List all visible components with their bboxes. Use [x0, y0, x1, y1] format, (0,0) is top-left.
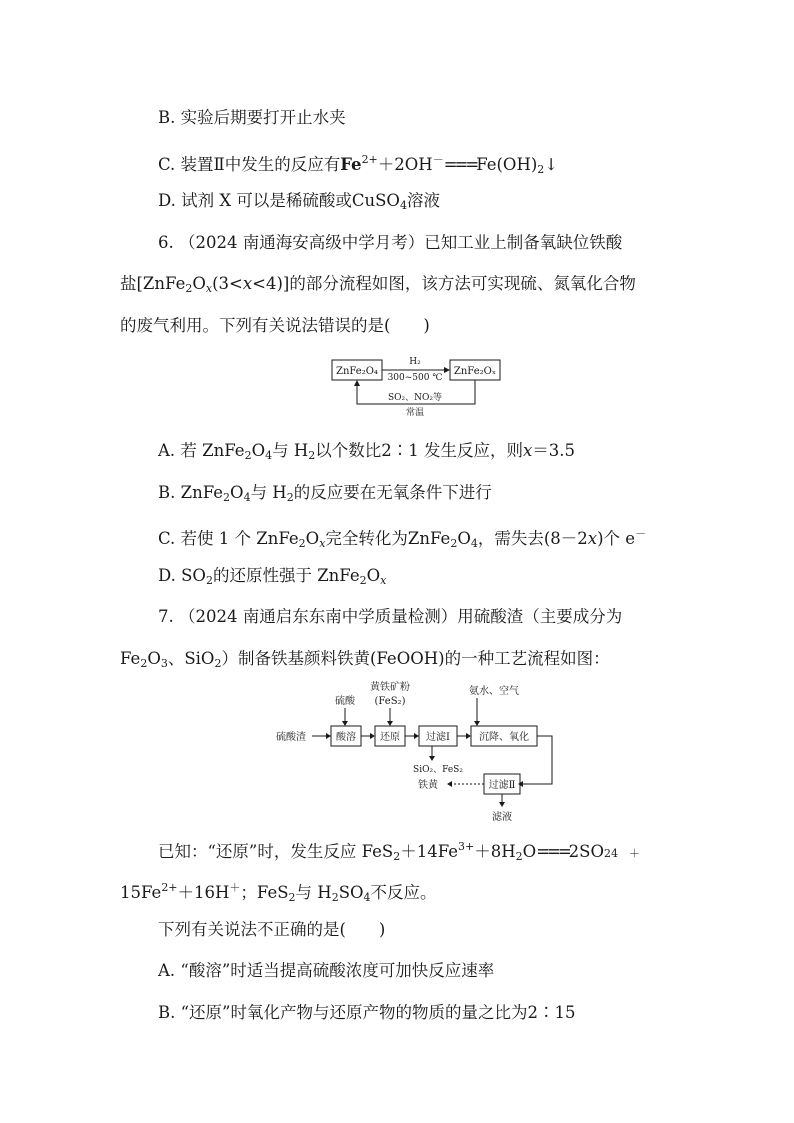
- subscript: 2: [450, 537, 458, 550]
- filtrate-label: 滤液: [492, 812, 512, 823]
- text: 以个数比2∶1 发生反应，则: [315, 441, 523, 460]
- arrow-head: [326, 733, 331, 739]
- text: ；FeS: [240, 883, 289, 902]
- subscript: 2: [205, 574, 213, 587]
- text: 与 H: [250, 483, 287, 502]
- box-filter2-label: 过滤Ⅱ: [488, 780, 516, 791]
- subscript: 4: [470, 537, 478, 550]
- subscript: 2: [288, 891, 296, 904]
- arrow-head: [429, 756, 435, 761]
- text: O: [366, 566, 381, 585]
- box-filter1-label: 过滤Ⅰ: [426, 732, 450, 743]
- text: 的还原性强于 ZnFe: [212, 566, 360, 585]
- q6-option-d: [158, 566, 386, 591]
- charge: －: [432, 153, 444, 166]
- text: ＋14Fe: [400, 842, 459, 861]
- option-d-prev: [158, 191, 440, 216]
- residue-label: SiO₂、FeS₂: [413, 765, 463, 775]
- option-c-prev: [158, 150, 558, 180]
- arrow-head: [447, 781, 452, 787]
- text: C. 若使 1 个 ZnFe: [158, 529, 299, 548]
- text: O: [522, 842, 537, 861]
- top-condition: 300~500 ℃: [387, 373, 443, 383]
- down-arrow: ↓: [544, 155, 559, 174]
- text: 15Fe: [120, 883, 162, 902]
- text: O: [457, 529, 471, 548]
- subscript: 2: [308, 449, 316, 462]
- acid-label: 硫酸: [335, 696, 355, 707]
- left-box-label: ZnFe₂O₄: [336, 366, 378, 377]
- text: 2SO: [568, 842, 605, 861]
- q6-flow-diagram: [330, 352, 510, 424]
- text: <4)]的部分流程如图，该方法可实现硫、氮氧化合物: [252, 274, 636, 293]
- subscript: 2: [359, 574, 367, 587]
- subscript: x: [380, 574, 387, 587]
- subscript: x: [205, 282, 213, 295]
- text: x: [587, 529, 598, 548]
- text: SO: [338, 883, 364, 902]
- right-box-label: ZnFe₂Oₓ: [453, 366, 497, 377]
- charge: 2+: [161, 881, 178, 894]
- q7-line2: [120, 649, 610, 674]
- arrow-head: [370, 733, 375, 739]
- q7-line1: 7. （2024 南通启东东南中学质量检测）用硫酸渣（主要成分为: [158, 607, 623, 626]
- text: x: [242, 274, 253, 293]
- text: B. ZnFe: [158, 483, 224, 502]
- text: C. 装置Ⅱ中发生的反应有: [158, 155, 341, 174]
- text: D. 试剂 X 可以是稀硫酸或CuSO: [158, 191, 400, 210]
- text: 的反应要在无氧条件下进行: [293, 483, 492, 502]
- charge: 2+: [361, 153, 378, 166]
- text: 盐[ZnFe: [120, 274, 186, 293]
- text: A. 若 ZnFe: [158, 441, 245, 460]
- box-acid-label: 酸溶: [336, 732, 356, 743]
- q7-known-line1: [158, 837, 640, 867]
- text: ＋16H: [177, 883, 230, 902]
- text: 溶液: [406, 191, 440, 210]
- subscript: 2: [244, 449, 252, 462]
- text: O: [147, 649, 161, 668]
- text: 不反应。: [370, 883, 437, 902]
- text: O: [230, 483, 244, 502]
- q7-known-line2: [120, 878, 437, 908]
- text: 与 H: [295, 883, 332, 902]
- text: 与 H: [272, 441, 309, 460]
- arrow-head: [354, 380, 360, 386]
- top-label: H₂: [409, 357, 421, 367]
- q6-option-c: [158, 524, 646, 554]
- arrow-head: [444, 367, 450, 373]
- text: 、SiO: [167, 649, 215, 668]
- subscript: 4: [243, 491, 251, 504]
- text: D. SO: [158, 566, 206, 585]
- text: O: [251, 441, 266, 460]
- arrow-head: [414, 733, 419, 739]
- text: 24 ＋: [604, 847, 641, 860]
- q7-option-b: B. “还原”时氧化产物与还原产物的物质的量之比为2∶15: [158, 1003, 576, 1022]
- arrow-head: [466, 733, 471, 739]
- pyrite-label: 黄铁矿粉: [370, 682, 410, 693]
- equals-sign: ===: [443, 155, 477, 174]
- subscript: 2: [393, 850, 401, 863]
- bottom-condition: 常温: [405, 408, 425, 418]
- subscript: x: [319, 537, 326, 550]
- charge: ＋: [229, 881, 241, 894]
- pyrite-formula: (FeS₂): [374, 696, 406, 707]
- subscript: 2: [223, 491, 231, 504]
- subscript: 2: [214, 657, 222, 670]
- arrow-head: [387, 721, 393, 726]
- text: Fe: [120, 649, 141, 668]
- text: x: [522, 441, 533, 460]
- text: O: [305, 529, 320, 548]
- arrow-head: [499, 802, 505, 807]
- q6-line3: 的废气利用。下列有关说法错误的是( ): [120, 316, 430, 335]
- q6-option-a: [158, 441, 575, 466]
- text: ＝3.5: [532, 441, 576, 460]
- subscript: 2: [185, 282, 193, 295]
- q6-option-b: [158, 483, 492, 508]
- text: 完全转化为ZnFe: [325, 529, 451, 548]
- text: Fe(OH): [476, 155, 538, 174]
- subscript: 3: [160, 657, 168, 670]
- q7-option-a: A. “酸溶”时适当提高硫酸浓度可加快反应速率: [158, 961, 495, 980]
- q7-question: 下列有关说法不正确的是( ): [158, 920, 386, 939]
- subscript: 2: [298, 537, 306, 550]
- text: ）制备铁基颜料铁黄(FeOOH)的一种工艺流程如图：: [221, 649, 610, 668]
- subscript: 4: [399, 199, 407, 212]
- text: Fe: [340, 155, 362, 174]
- subscript: 2: [286, 491, 294, 504]
- text: )个 e: [597, 529, 636, 548]
- arrow-head: [342, 721, 348, 726]
- q6-line2: [120, 274, 636, 299]
- subscript: 2: [537, 163, 545, 176]
- subscript: 4: [265, 449, 273, 462]
- input-label: 硫酸渣: [276, 732, 306, 743]
- subscript: 2: [331, 891, 339, 904]
- charge: －: [635, 527, 647, 540]
- text: O: [192, 274, 206, 293]
- box-reduce-label: 还原: [380, 732, 400, 743]
- product-label: 铁黄: [418, 780, 438, 791]
- q7-process-diagram: [272, 676, 562, 826]
- text: (3<: [212, 274, 243, 293]
- q6-line1: 6. （2024 南通海安高级中学月考）已知工业上制备氧缺位铁酸: [158, 233, 623, 252]
- box-settle-label: 沉降、氧化: [479, 732, 529, 743]
- option-b-prev: B. 实验后期要打开止水夹: [158, 108, 346, 127]
- subscript: 2: [140, 657, 148, 670]
- bottom-label: SO₂、NO₂等: [387, 393, 443, 403]
- equals-sign: ===: [536, 842, 569, 861]
- text: ＋8H: [474, 842, 516, 861]
- arrow-head: [474, 721, 480, 726]
- text: ＋2OH: [377, 155, 433, 174]
- text: ，需失去(8－2: [477, 529, 588, 548]
- subscript: 2: [515, 850, 523, 863]
- text: 已知：“还原”时，发生反应 FeS: [158, 842, 394, 861]
- charge: 3+: [458, 840, 475, 853]
- ammonia-air-label: 氨水、空气: [469, 686, 519, 697]
- subscript: 4: [363, 891, 371, 904]
